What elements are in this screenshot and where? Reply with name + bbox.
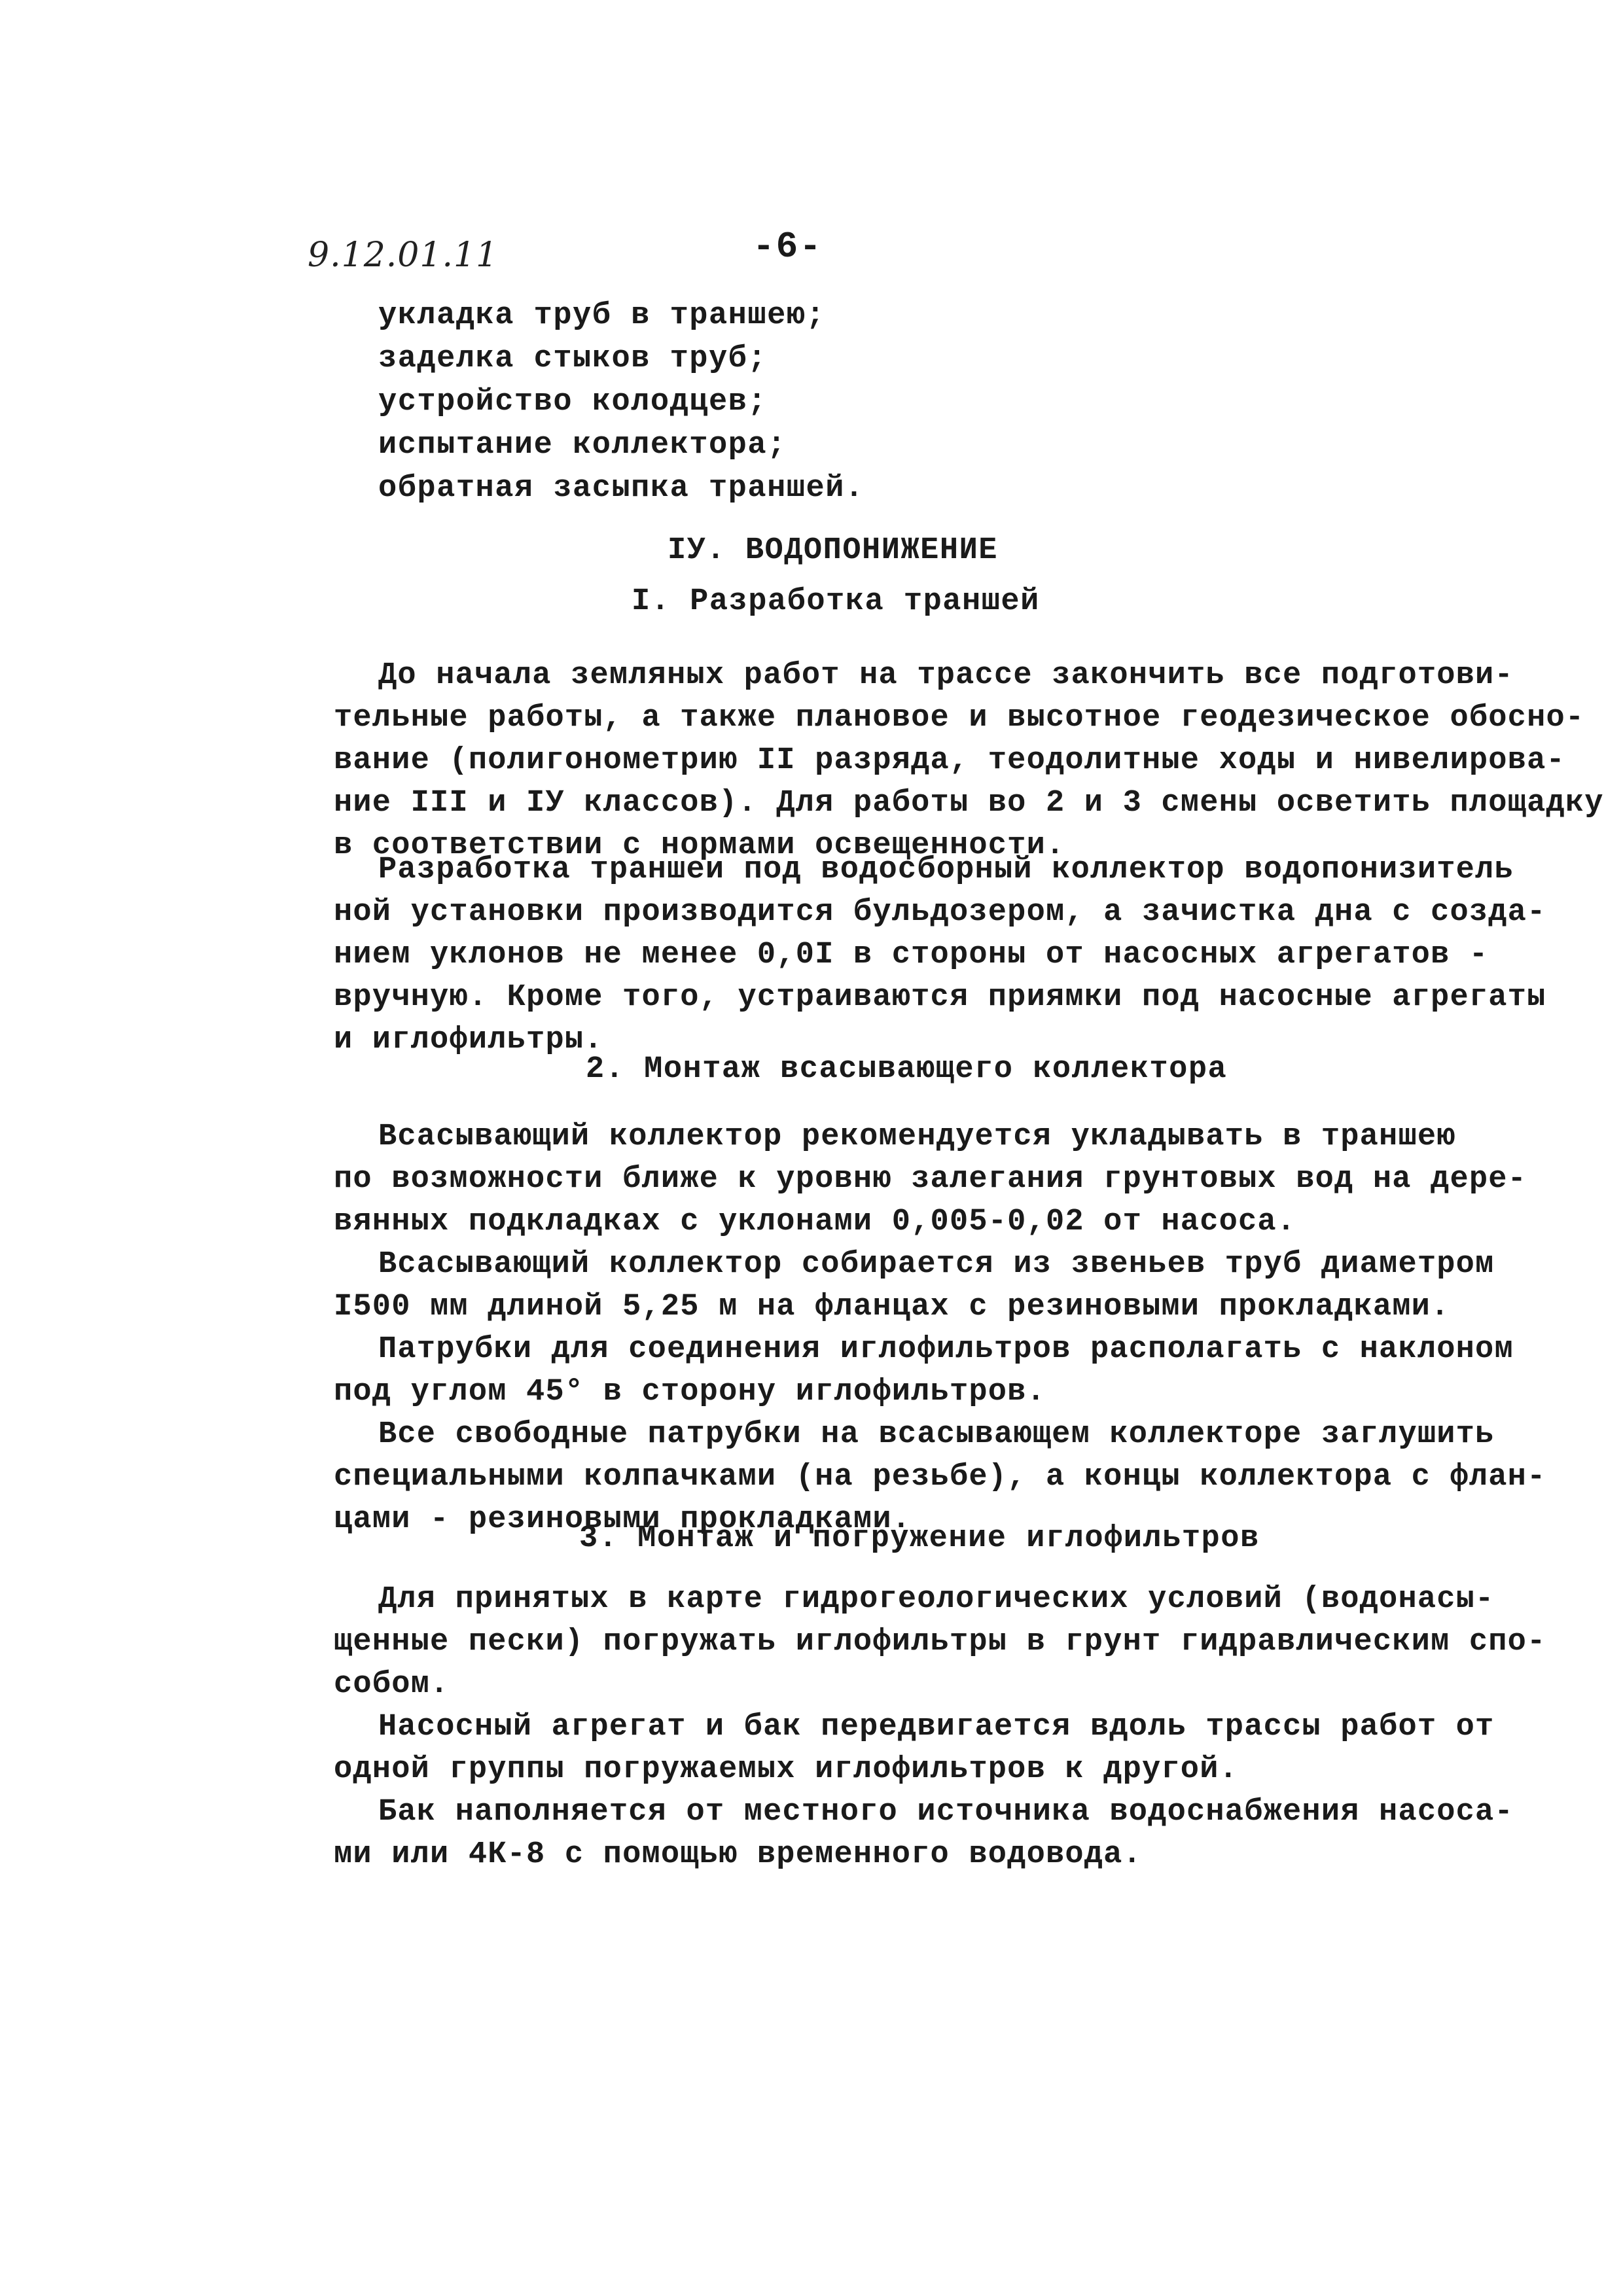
paragraph-line: Всасывающий коллектор собирается из звеньев труб диаметром (378, 1247, 1495, 1282)
paragraph-line: Всасывающий коллектор рекомендуется укладывать в траншею (378, 1120, 1456, 1154)
paragraph (334, 1791, 1514, 1876)
paragraph-line: и иглофильтры. (334, 1023, 603, 1057)
paragraph-line: ми или 4К-8 с помощью временного водовода. (334, 1837, 1142, 1872)
paragraph-line: под углом 45° в сторону иглофильтров. (334, 1375, 1046, 1409)
paragraph-line: одной группы погружаемых иглофильтров к другой. (334, 1752, 1239, 1787)
paragraph-line: по возможности ближе к уровню залегания грунтовых вод на дере- (334, 1162, 1527, 1197)
paragraph-line: нием уклонов не менее 0,0I в стороны от насосных агрегатов - (334, 938, 1489, 972)
subsection-title-3: 3. Монтаж и погружение иглофильтров (579, 1521, 1260, 1556)
paragraph (334, 1578, 1546, 1706)
paragraph-line: вручную. Кроме того, устраиваются приямки под насосные агрегаты (334, 980, 1546, 1015)
paragraph-line: тельные работы, а также плановое и высотное геодезическое обосно- (334, 701, 1585, 735)
paragraph-line: Бак наполняется от местного источника водоснабжения насоса- (378, 1795, 1514, 1829)
list-item: обратная засыпка траншей. (378, 471, 865, 506)
paragraph-line: До начала земляных работ на трассе закончить все подготови- (378, 658, 1514, 693)
work-list (378, 294, 865, 510)
paragraph-line: ние III и IУ классов). Для работы во 2 и 3 смены осветить площадку (334, 786, 1604, 821)
paragraph-line: Насосный агрегат и бак передвигается вдоль трассы работ от (378, 1710, 1495, 1744)
paragraph (334, 1116, 1527, 1243)
paragraph-line: щенные пески) погружать иглофильтры в грунт гидравлическим спо- (334, 1625, 1546, 1659)
paragraph-line: Для принятых в карте гидрогеологических условий (водонасы- (378, 1582, 1495, 1617)
paragraph (334, 1706, 1494, 1791)
paragraph-line: вание (полигонометрию II разряда, теодолитные ходы и нивелирова- (334, 743, 1565, 778)
paragraph-line: Патрубки для соединения иглофильтров располагать с наклоном (378, 1332, 1514, 1367)
paragraph (334, 1328, 1514, 1413)
list-item: укладка труб в траншею; (378, 298, 826, 333)
list-item: заделка стыков труб; (378, 342, 768, 376)
list-item: испытание коллектора; (378, 428, 787, 463)
paragraph-line: Разработка траншеи под водосборный коллектор водопонизитель (378, 853, 1514, 887)
paragraph-line: ной установки производится бульдозером, а зачистка дна с созда- (334, 895, 1546, 930)
paragraph (334, 849, 1546, 1061)
paragraph-line: I500 мм длиной 5,25 м на фланцах с резиновыми прокладками. (334, 1290, 1450, 1324)
paragraph (334, 654, 1604, 867)
paragraph-line: цами - резиновыми прокладками. (334, 1502, 912, 1537)
paragraph-line: вянных подкладках с уклонами 0,005-0,02 от насоса. (334, 1205, 1296, 1239)
section-title: IУ. ВОДОПОНИЖЕНИЕ (668, 533, 998, 568)
subsection-title-2: 2. Монтаж всасывающего коллектора (586, 1052, 1228, 1087)
paragraph (334, 1243, 1494, 1328)
document-code: 9.12.01.11 (308, 236, 499, 275)
paragraph-line: в соответствии с нормами освещенности. (334, 828, 1065, 863)
paragraph-line: Все свободные патрубки на всасывающем коллекторе заглушить (378, 1417, 1495, 1452)
page-number: -6- (753, 226, 823, 268)
paragraph-line: специальными колпачками (на резьбе), а концы коллектора с флан- (334, 1460, 1546, 1494)
paragraph-line: собом. (334, 1667, 450, 1702)
subsection-title-1: I. Разработка траншей (632, 584, 1040, 619)
list-item: устройство колодцев; (378, 385, 768, 419)
